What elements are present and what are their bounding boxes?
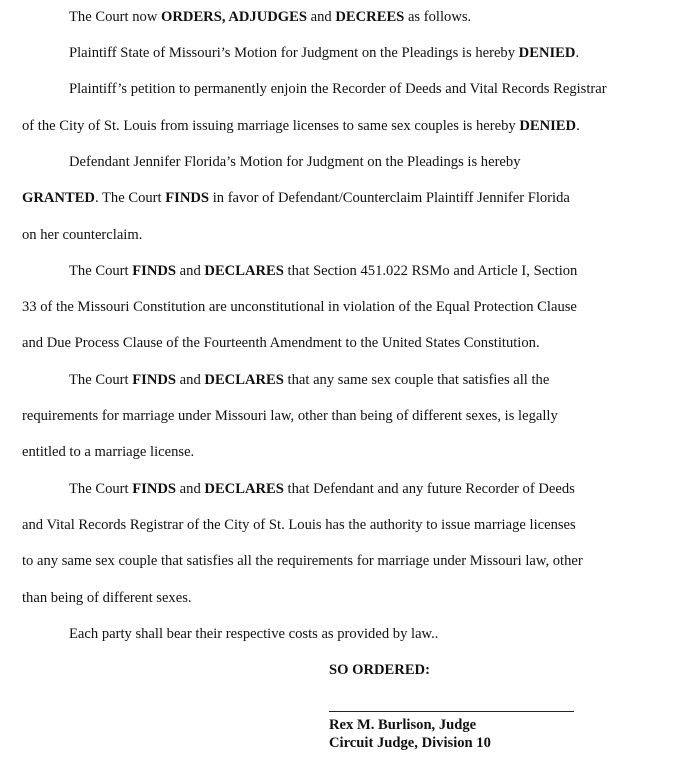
- text: that Defendant and any future Recorder of Deeds: [283, 481, 575, 497]
- unconstitutional-finding-line-1: [69, 262, 577, 280]
- unconstitutional-finding-line-3: [22, 334, 540, 352]
- bold-text: DECLARES: [204, 263, 284, 279]
- bold-text: GRANTED: [22, 190, 95, 206]
- bold-text: DECLARES: [204, 481, 284, 497]
- bold-text: ORDERS, ADJUDGES: [161, 9, 307, 25]
- text: Plaintiff State of Missouri’s Motion for Judgment on the Pleadings is hereby: [69, 45, 519, 61]
- entitlement-finding-line-1: [69, 371, 549, 389]
- text: and: [176, 372, 205, 388]
- text: and: [306, 9, 336, 25]
- text: entitled to a marriage license.: [22, 444, 195, 460]
- bold-text: DENIED: [518, 45, 576, 61]
- bold-text: DENIED: [519, 118, 577, 134]
- text: on her counterclaim.: [22, 227, 143, 243]
- bold-text: FINDS: [132, 372, 177, 388]
- text: The Court: [69, 481, 133, 497]
- authority-finding-line-4: [22, 589, 192, 607]
- so-ordered-heading: [329, 661, 430, 679]
- text: than being of different sexes.: [22, 590, 192, 606]
- order-intro-paragraph: [69, 8, 471, 26]
- text: The Court: [69, 372, 133, 388]
- bold-text: FINDS: [132, 263, 177, 279]
- authority-finding-line-2: [22, 516, 576, 534]
- costs-paragraph: [69, 625, 438, 643]
- text: as follows.: [404, 9, 472, 25]
- text: of the City of St. Louis from issuing marriage licenses to same sex couples is hereby: [22, 118, 520, 134]
- text: Each party shall bear their respective costs as provided by law..: [69, 626, 439, 642]
- entitlement-finding-line-3: [22, 443, 194, 461]
- defendant-motion-line-2: [22, 189, 570, 207]
- defendant-motion-line-3: [22, 226, 142, 244]
- text: requirements for marriage under Missouri law, other than being of different sexes, is legally: [22, 408, 558, 424]
- defendant-motion-line-1: [69, 153, 521, 171]
- text: and: [176, 481, 205, 497]
- signature-line: [329, 711, 574, 712]
- judge-title: [329, 734, 491, 752]
- text: Plaintiff’s petition to permanently enjoin the Recorder of Deeds and Vital Records Registrar: [69, 81, 607, 97]
- plaintiff-motion-paragraph: [69, 44, 579, 62]
- text: .: [576, 118, 580, 134]
- judge-name: [329, 716, 476, 734]
- unconstitutional-finding-line-2: [22, 298, 577, 316]
- text: and Vital Records Registrar of the City of St. Louis has the authority to issue marriage licenses: [22, 517, 576, 533]
- petition-paragraph-line-1: [69, 80, 607, 98]
- text: Defendant Jennifer Florida’s Motion for Judgment on the Pleadings is hereby: [69, 154, 521, 170]
- bold-text: DECLARES: [204, 372, 284, 388]
- text: and: [176, 263, 205, 279]
- bold-text: FINDS: [132, 481, 177, 497]
- entitlement-finding-line-2: [22, 407, 558, 425]
- authority-finding-line-3: [22, 552, 583, 570]
- text: in favor of Defendant/Counterclaim Plaintiff Jennifer Florida: [209, 190, 570, 206]
- bold-text: FINDS: [165, 190, 210, 206]
- text: . The Court: [94, 190, 166, 206]
- authority-finding-line-1: [69, 480, 575, 498]
- bold-text: Rex M. Burlison, Judge: [329, 717, 477, 733]
- text: that Section 451.022 RSMo and Article I, Section: [283, 263, 578, 279]
- text: 33 of the Missouri Constitution are unconstitutional in violation of the Equal Protection Clause: [22, 299, 577, 315]
- bold-text: DECREES: [335, 9, 405, 25]
- petition-paragraph-line-2: [22, 117, 580, 135]
- bold-text: Circuit Judge, Division 10: [329, 735, 491, 751]
- text: that any same sex couple that satisfies all the: [283, 372, 550, 388]
- text: and Due Process Clause of the Fourteenth Amendment to the United States Constitution.: [22, 335, 540, 351]
- bold-text: SO ORDERED:: [329, 662, 430, 678]
- text: The Court now: [69, 9, 162, 25]
- text: to any same sex couple that satisfies all the requirements for marriage under Missouri law, other: [22, 553, 583, 569]
- text: The Court: [69, 263, 133, 279]
- text: .: [575, 45, 580, 61]
